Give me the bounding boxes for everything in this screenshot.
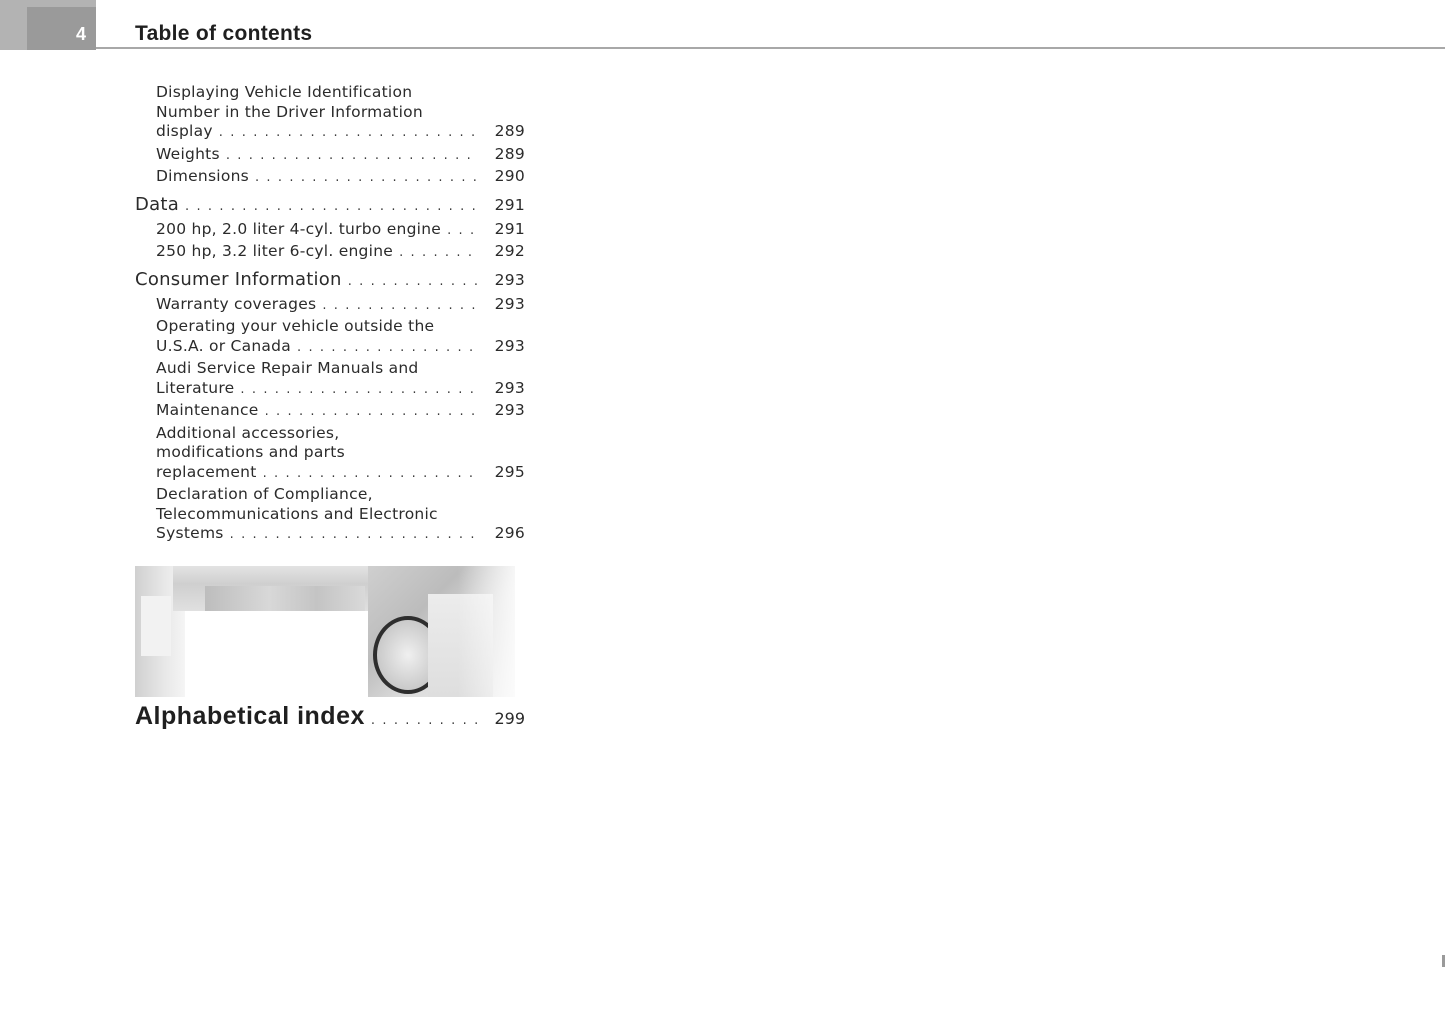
page-number-tab bbox=[0, 0, 96, 50]
toc-entry-line: modifications and parts bbox=[156, 443, 345, 461]
toc-page-number: 291 bbox=[494, 219, 525, 238]
toc-entry-line: Displaying Vehicle Identification bbox=[156, 83, 413, 101]
toc-page-number: 289 bbox=[494, 144, 525, 163]
dot-leader bbox=[447, 221, 479, 241]
toc-entry-label: 200 hp, 2.0 liter 4-cyl. turbo engine bbox=[156, 219, 442, 238]
dot-leader bbox=[230, 525, 479, 545]
header-rule bbox=[96, 47, 1445, 49]
toc-entry-line: Additional accessories, bbox=[156, 423, 340, 442]
toc-entry[interactable] bbox=[135, 401, 525, 422]
toc-entry[interactable] bbox=[135, 167, 525, 188]
toc-entry-label: Consumer Information bbox=[135, 268, 342, 290]
toc-entry[interactable] bbox=[135, 194, 525, 218]
toc-entry[interactable] bbox=[135, 295, 525, 316]
toc-entry[interactable] bbox=[135, 269, 525, 293]
dot-leader bbox=[240, 380, 479, 400]
toc-entry[interactable] bbox=[135, 220, 525, 241]
dot-leader bbox=[219, 123, 479, 143]
toc-entry-line: Declaration of Compliance, bbox=[156, 485, 373, 503]
toc-entry-label: Dimensions bbox=[156, 167, 249, 185]
toc-entry-label: replacement bbox=[156, 462, 257, 481]
toc-page-number: 293 bbox=[494, 378, 525, 397]
toc-entry-line: Audi Service Repair Manuals and bbox=[156, 359, 419, 377]
toc-entry-label: display bbox=[156, 122, 213, 140]
table-of-contents bbox=[135, 83, 525, 545]
toc-entry-label: Literature bbox=[156, 378, 235, 397]
dot-leader bbox=[322, 296, 479, 316]
toc-page-number: 293 bbox=[494, 401, 525, 419]
toc-page-number: 292 bbox=[494, 242, 525, 260]
index-title: Alphabetical index bbox=[135, 702, 365, 730]
toc-page-number: 290 bbox=[494, 167, 525, 185]
dot-leader bbox=[226, 146, 479, 166]
toc-entry[interactable] bbox=[135, 242, 525, 263]
toc-entry-label: Maintenance bbox=[156, 401, 259, 419]
toc-page-number: 293 bbox=[494, 336, 525, 355]
toc-entry[interactable] bbox=[135, 424, 525, 484]
toc-page-number: 293 bbox=[494, 270, 525, 289]
toc-entry[interactable] bbox=[135, 485, 525, 545]
toc-entry-label: Weights bbox=[156, 144, 220, 163]
toc-entry-label: 250 hp, 3.2 liter 6-cyl. engine bbox=[156, 242, 394, 260]
toc-entry[interactable] bbox=[135, 83, 525, 143]
toc-page-number: 293 bbox=[494, 294, 525, 313]
toc-entry[interactable] bbox=[135, 317, 525, 357]
section-photo-collage bbox=[135, 566, 515, 697]
toc-entry-line: Operating your vehicle outside the bbox=[156, 317, 435, 335]
toc-page-number: 295 bbox=[494, 462, 525, 481]
dot-leader bbox=[371, 713, 479, 728]
toc-page-number: 289 bbox=[494, 122, 525, 140]
toc-entry-label: U.S.A. or Canada bbox=[156, 336, 291, 355]
dot-leader bbox=[399, 243, 479, 263]
toc-entry[interactable] bbox=[135, 145, 525, 166]
dot-leader bbox=[297, 338, 479, 358]
index-page-number: 299 bbox=[494, 709, 525, 728]
toc-entry-label: Warranty coverages bbox=[156, 294, 317, 313]
toc-entry[interactable] bbox=[135, 359, 525, 399]
toc-entry-alphabetical-index[interactable] bbox=[135, 702, 525, 731]
page-title: Table of contents bbox=[135, 22, 313, 45]
dot-leader bbox=[265, 402, 479, 422]
toc-page-number: 296 bbox=[494, 524, 525, 542]
dot-leader bbox=[263, 464, 479, 484]
toc-entry-label: Data bbox=[135, 193, 179, 215]
toc-entry-label: Systems bbox=[156, 524, 224, 542]
dot-leader bbox=[255, 168, 479, 188]
toc-entry-line: Telecommunications and Electronic bbox=[156, 504, 438, 523]
dot-leader bbox=[185, 196, 479, 218]
page-number: 4 bbox=[76, 24, 87, 44]
toc-page-number: 291 bbox=[494, 195, 525, 214]
dot-leader bbox=[348, 271, 479, 293]
toc-entry-line: Number in the Driver Information bbox=[156, 102, 423, 121]
